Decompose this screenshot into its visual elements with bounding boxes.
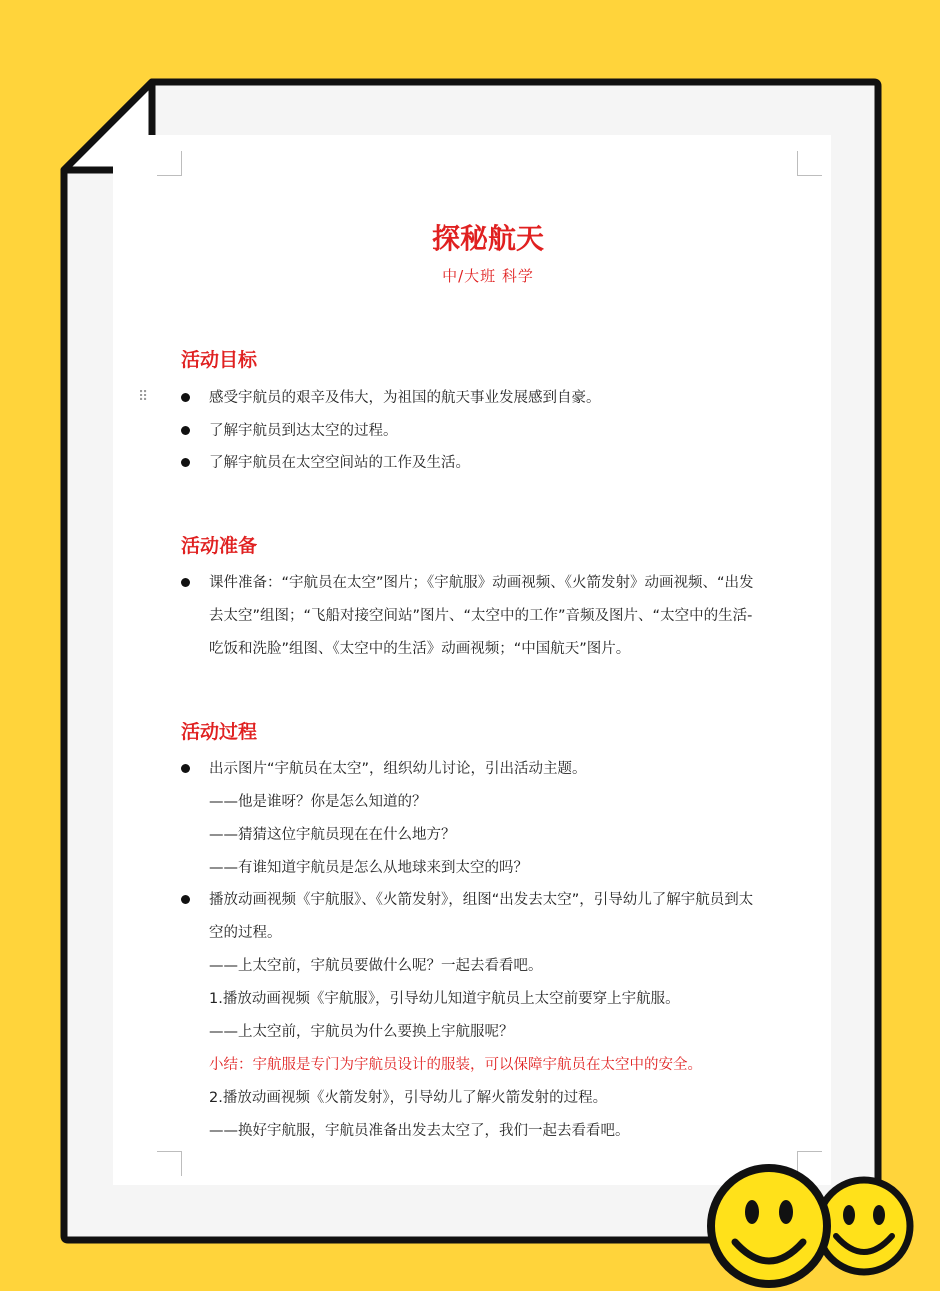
list-item: 了解宇航员到达太空的过程。 [209,423,398,439]
smiley-face-icon [818,1180,910,1272]
list-item-question: ——上太空前，宇航员要做什么呢？一起去看看吧。 [209,958,543,974]
list-item-question: ——有谁知道宇航员是怎么从地球来到太空的吗？ [209,860,528,876]
list-item-continuation: 吃饭和洗脸”组图、《太空中的生活》动画视频；“中国航天”图片。 [209,641,631,657]
section-heading-prep: 活动准备 [181,535,258,557]
list-item-question: ——猜猜这位宇航员现在在什么地方？ [209,827,456,843]
section-heading-process: 活动过程 [181,721,258,743]
drag-handle-icon[interactable]: ⠿ [138,389,147,405]
list-item-continuation: 空的过程。 [209,925,282,941]
list-item-step: 1.播放动画视频《宇航服》，引导幼儿知道宇航员上太空前要穿上宇航服。 [209,991,680,1007]
smiley-face-icon [711,1168,827,1284]
section-heading-goals: 活动目标 [181,349,258,371]
list-item-question: ——他是谁呀？你是怎么知道的？ [209,794,427,810]
list-item-question: ——换好宇航服，宇航员准备出发去太空了，我们一起去看看吧。 [209,1123,630,1139]
summary-line: 小结：宇航服是专门为宇航员设计的服装，可以保障宇航员在太空中的安全。 [209,1057,702,1073]
list-item-question: ——上太空前，宇航员为什么要换上宇航服呢？ [209,1024,514,1040]
list-item: 感受宇航员的艰辛及伟大，为祖国的航天事业发展感到自豪。 [209,390,601,406]
list-item-continuation: 去太空”组图；“飞船对接空间站”图片、“太空中的工作”音频及图片、“太空中的生活- [209,608,753,624]
list-item: 了解宇航员在太空空间站的工作及生活。 [209,455,470,471]
list-item: 出示图片“宇航员在太空”，组织幼儿讨论，引出活动主题。 [209,761,587,777]
document-subtitle: 中/大班 科学 [442,267,534,285]
list-item-step: 2.播放动画视频《火箭发射》，引导幼儿了解火箭发射的过程。 [209,1090,608,1106]
list-item: 播放动画视频《宇航服》、《火箭发射》，组图“出发去太空”，引导幼儿了解宇航员到太 [209,892,754,908]
document-title: 探秘航天 [431,222,544,255]
list-item: 课件准备：“宇航员在太空”图片；《宇航服》动画视频、《火箭发射》动画视频、“出发 [209,575,754,591]
